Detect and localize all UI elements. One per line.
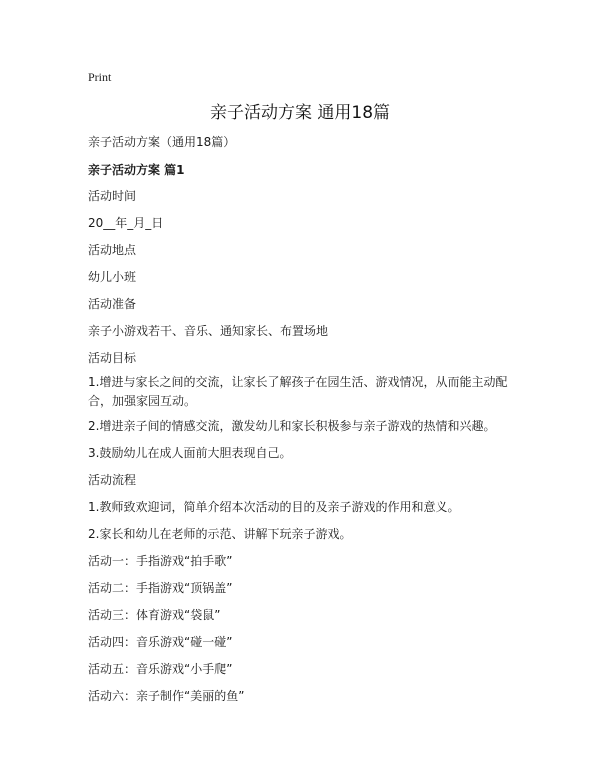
- field-label-process: 活动流程: [88, 473, 137, 487]
- field-label-location: 活动地点: [88, 243, 137, 257]
- activity-item-1: 活动一：手指游戏“拍手歌”: [88, 554, 233, 568]
- field-value-time: 20__年_月_日: [88, 216, 164, 230]
- document-title: 亲子活动方案 通用18篇: [209, 103, 391, 123]
- process-step-1: 1.教师致欢迎词，简单介绍本次活动的目的及亲子游戏的作用和意义。: [88, 500, 460, 514]
- goal-item-3: 3.鼓励幼儿在成人面前大胆表现自己。: [88, 446, 292, 460]
- activity-item-2: 活动二：手指游戏“顶锅盖”: [88, 581, 233, 595]
- process-step-2: 2.家长和幼儿在老师的示范、讲解下玩亲子游戏。: [88, 527, 352, 541]
- subtitle-line: 亲子活动方案（通用18篇）: [88, 135, 236, 149]
- goal-item-1: 1.增进与家长之间的交流，让家长了解孩子在园生活、游戏情况，从而能主动配合，加强家园互动。: [88, 375, 508, 408]
- section-heading: 亲子活动方案 篇1: [88, 163, 185, 177]
- field-value-preparation: 亲子小游戏若干、音乐、通知家长、布置场地: [88, 324, 329, 338]
- print-link[interactable]: Print: [88, 70, 112, 84]
- activity-item-4: 活动四：音乐游戏“碰一碰”: [88, 635, 233, 649]
- activity-item-3: 活动三：体育游戏“袋鼠”: [88, 608, 221, 622]
- goal-item-2: 2.增进亲子间的情感交流，激发幼儿和家长积极参与亲子游戏的热情和兴趣。: [88, 419, 496, 433]
- activity-item-6: 活动六：亲子制作“美丽的鱼”: [88, 689, 245, 703]
- field-label-goals: 活动目标: [88, 351, 137, 365]
- field-value-location: 幼儿小班: [88, 270, 137, 284]
- activity-item-5: 活动五：音乐游戏“小手爬”: [88, 662, 233, 676]
- field-label-preparation: 活动准备: [88, 297, 137, 311]
- field-label-time: 活动时间: [88, 189, 137, 203]
